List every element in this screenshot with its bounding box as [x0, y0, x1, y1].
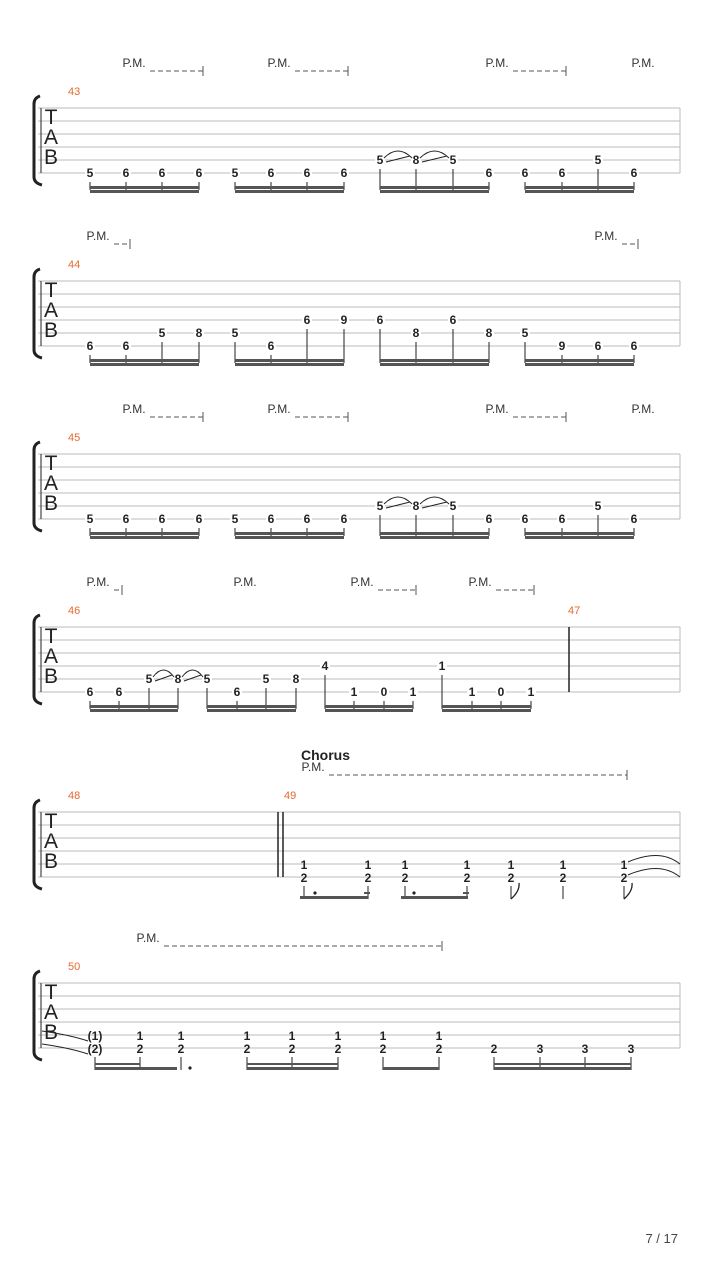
- fret-number: 1: [438, 659, 446, 673]
- fret-number: 5: [594, 499, 602, 513]
- beam-primary: [525, 186, 634, 189]
- palm-mute-label: P.M.: [122, 402, 146, 416]
- beam-secondary: [247, 1063, 338, 1065]
- tab-clef-letter: T: [44, 981, 58, 1004]
- fret-number: 6: [86, 685, 94, 699]
- palm-mute-label: P.M.: [136, 931, 160, 945]
- beam-secondary: [235, 190, 344, 193]
- fret-number: 4: [321, 659, 329, 673]
- measure-number: 43: [68, 86, 81, 98]
- tie-arc: [628, 868, 680, 877]
- fret-number: 2: [507, 871, 515, 885]
- fret-number: 5: [203, 672, 211, 686]
- beam-primary: [401, 896, 468, 899]
- fret-number: 1: [334, 1029, 342, 1043]
- tab-clef-letter: A: [43, 1001, 59, 1024]
- fret-number: 6: [485, 166, 493, 180]
- slide-line: [184, 675, 201, 681]
- tab-clef-letter: A: [43, 299, 59, 322]
- fret-number: 1: [559, 858, 567, 872]
- fret-number: 1: [288, 1029, 296, 1043]
- beam-primary: [380, 532, 489, 535]
- fret-number: 6: [449, 313, 457, 327]
- fret-number: 1: [527, 685, 535, 699]
- fret-number: (2): [87, 1042, 103, 1056]
- fret-number: 1: [364, 858, 372, 872]
- beam-secondary: [325, 709, 413, 712]
- fret-number: 5: [86, 166, 94, 180]
- tie-arc: [42, 1044, 88, 1054]
- fret-number: 1: [409, 685, 417, 699]
- beam-secondary: [442, 709, 531, 712]
- beam-primary: [494, 1067, 631, 1070]
- tab-clef-letter: T: [44, 452, 58, 475]
- palm-mute-label: P.M.: [485, 56, 509, 70]
- beam-primary: [325, 705, 413, 708]
- fret-number: 2: [490, 1042, 498, 1056]
- beam-primary: [207, 705, 296, 708]
- measure-number: 49: [284, 790, 297, 802]
- dot: [412, 891, 415, 894]
- section-label: Chorus: [301, 747, 350, 763]
- fret-number: 8: [412, 499, 420, 513]
- fret-number: 6: [340, 512, 348, 526]
- fret-number: 2: [243, 1042, 251, 1056]
- fret-number: 1: [243, 1029, 251, 1043]
- fret-number: 6: [122, 166, 130, 180]
- tab-clef-letter: B: [43, 1021, 59, 1044]
- dot: [188, 1066, 191, 1069]
- fret-number: 8: [195, 326, 203, 340]
- slide-line: [386, 156, 410, 162]
- fret-number: 6: [195, 166, 203, 180]
- fret-number: 5: [521, 326, 529, 340]
- fret-number: 2: [177, 1042, 185, 1056]
- fret-number: 2: [463, 871, 471, 885]
- beam-primary: [525, 532, 634, 535]
- fret-number: 2: [288, 1042, 296, 1056]
- fret-number: 6: [630, 166, 638, 180]
- fret-number: 1: [468, 685, 476, 699]
- fret-number: 6: [340, 166, 348, 180]
- fret-number: 6: [158, 512, 166, 526]
- fret-number: 6: [267, 166, 275, 180]
- tab-clef-letter: A: [43, 472, 59, 495]
- beam-primary: [90, 705, 178, 708]
- beam-primary: [300, 896, 368, 899]
- fret-number: 6: [594, 339, 602, 353]
- beam-primary: [525, 359, 634, 362]
- beam-primary: [235, 532, 344, 535]
- fret-number: 1: [379, 1029, 387, 1043]
- fret-number: 2: [334, 1042, 342, 1056]
- fret-number: 5: [145, 672, 153, 686]
- fret-number: 9: [340, 313, 348, 327]
- beam-primary: [383, 1067, 439, 1070]
- fret-number: 6: [122, 339, 130, 353]
- fret-number: 5: [449, 499, 457, 513]
- fret-number: 2: [559, 871, 567, 885]
- beam-primary: [235, 186, 344, 189]
- beam-secondary: [525, 190, 634, 193]
- fret-number: 2: [364, 871, 372, 885]
- fret-number: 1: [350, 685, 358, 699]
- fret-number: 6: [521, 512, 529, 526]
- beam-primary: [90, 532, 199, 535]
- palm-mute-label: P.M.: [267, 402, 291, 416]
- palm-mute-label: P.M.: [267, 56, 291, 70]
- fret-number: 3: [627, 1042, 635, 1056]
- beam-primary: [380, 186, 489, 189]
- palm-mute-label: P.M.: [122, 56, 146, 70]
- fret-number: 6: [115, 685, 123, 699]
- slur-arc: [153, 670, 174, 677]
- fret-number: 6: [267, 512, 275, 526]
- note-flag: [511, 883, 519, 899]
- fret-number: 0: [497, 685, 505, 699]
- palm-mute-label: P.M.: [631, 402, 655, 416]
- beam-partial: [364, 892, 370, 894]
- measure-number: 45: [68, 432, 81, 444]
- palm-mute-label: P.M.: [485, 402, 509, 416]
- fret-number: 2: [136, 1042, 144, 1056]
- fret-number: 8: [174, 672, 182, 686]
- fret-number: 6: [558, 166, 566, 180]
- tab-clef-letter: T: [44, 106, 58, 129]
- beam-primary: [90, 359, 199, 362]
- fret-number: 5: [449, 153, 457, 167]
- slide-line: [386, 502, 410, 508]
- fret-number: 9: [558, 339, 566, 353]
- slide-line: [422, 502, 447, 508]
- fret-number: 6: [122, 512, 130, 526]
- slide-line: [422, 156, 447, 162]
- fret-number: 0: [380, 685, 388, 699]
- beam-secondary: [90, 536, 199, 539]
- fret-number: 5: [231, 512, 239, 526]
- beam-secondary: [90, 363, 199, 366]
- palm-mute-label: P.M.: [631, 56, 655, 70]
- beam-partial: [463, 892, 469, 894]
- fret-number: 2: [300, 871, 308, 885]
- fret-number: 5: [376, 153, 384, 167]
- fret-number: 6: [558, 512, 566, 526]
- palm-mute-label: P.M.: [350, 575, 374, 589]
- fret-number: 1: [463, 858, 471, 872]
- beam-primary: [95, 1067, 177, 1070]
- fret-number: 5: [158, 326, 166, 340]
- measure-number: 50: [68, 961, 81, 973]
- palm-mute-label: P.M.: [233, 575, 257, 589]
- fret-number: 5: [594, 153, 602, 167]
- fret-number: 5: [231, 166, 239, 180]
- fret-number: 1: [620, 858, 628, 872]
- fret-number: 2: [435, 1042, 443, 1056]
- tab-clef-letter: T: [44, 279, 58, 302]
- fret-number: 8: [412, 153, 420, 167]
- tab-clef-letter: A: [43, 126, 59, 149]
- tab-clef-letter: A: [43, 645, 59, 668]
- fret-number: 1: [300, 858, 308, 872]
- tie-arc: [628, 855, 680, 864]
- palm-mute-label: P.M.: [86, 575, 110, 589]
- beam-secondary: [235, 536, 344, 539]
- beam-secondary: [525, 363, 634, 366]
- measure-number: 47: [568, 605, 581, 617]
- palm-mute-label: P.M.: [468, 575, 492, 589]
- fret-number: 6: [303, 512, 311, 526]
- fret-number: 3: [536, 1042, 544, 1056]
- tab-clef-letter: B: [43, 492, 59, 515]
- fret-number: 6: [376, 313, 384, 327]
- palm-mute-label: P.M.: [86, 229, 110, 243]
- fret-number: 2: [379, 1042, 387, 1056]
- measure-number: 48: [68, 790, 81, 802]
- beam-primary: [247, 1067, 338, 1070]
- beam-secondary: [207, 709, 296, 712]
- dot: [313, 891, 316, 894]
- fret-number: (1): [87, 1029, 103, 1043]
- fret-number: 3: [581, 1042, 589, 1056]
- beam-primary: [235, 359, 344, 362]
- fret-number: 6: [233, 685, 241, 699]
- beam-secondary: [380, 363, 489, 366]
- beam-primary: [90, 186, 199, 189]
- measure-number: 44: [68, 259, 81, 271]
- fret-number: 6: [630, 512, 638, 526]
- beam-secondary: [494, 1063, 631, 1065]
- fret-number: 1: [435, 1029, 443, 1043]
- tab-clef-letter: T: [44, 625, 58, 648]
- fret-number: 6: [485, 512, 493, 526]
- fret-number: 6: [86, 339, 94, 353]
- fret-number: 6: [303, 313, 311, 327]
- fret-number: 1: [177, 1029, 185, 1043]
- slur-arc: [182, 670, 203, 677]
- tab-clef-letter: B: [43, 665, 59, 688]
- fret-number: 2: [401, 871, 409, 885]
- tab-clef-letter: T: [44, 810, 58, 833]
- slide-line: [155, 675, 172, 681]
- fret-number: 8: [292, 672, 300, 686]
- tab-clef-letter: B: [43, 319, 59, 342]
- beam-secondary: [525, 536, 634, 539]
- fret-number: 1: [401, 858, 409, 872]
- page-indicator: 7 / 17: [645, 1231, 678, 1246]
- fret-number: 5: [231, 326, 239, 340]
- tab-clef-letter: A: [43, 830, 59, 853]
- beam-primary: [380, 359, 489, 362]
- beam-primary: [442, 705, 531, 708]
- fret-number: 6: [521, 166, 529, 180]
- palm-mute-label: P.M.: [301, 760, 325, 774]
- fret-number: 5: [262, 672, 270, 686]
- beam-secondary: [90, 190, 199, 193]
- beam-secondary: [380, 190, 489, 193]
- tab-clef-letter: B: [43, 146, 59, 169]
- palm-mute-label: P.M.: [594, 229, 618, 243]
- beam-secondary: [380, 536, 489, 539]
- fret-number: 6: [267, 339, 275, 353]
- fret-number: 6: [303, 166, 311, 180]
- fret-number: 6: [158, 166, 166, 180]
- tab-clef-letter: B: [43, 850, 59, 873]
- fret-number: 6: [195, 512, 203, 526]
- fret-number: 1: [136, 1029, 144, 1043]
- measure-number: 46: [68, 605, 81, 617]
- beam-secondary: [95, 1063, 140, 1065]
- fret-number: 8: [412, 326, 420, 340]
- fret-number: 2: [620, 871, 628, 885]
- fret-number: 5: [86, 512, 94, 526]
- fret-number: 8: [485, 326, 493, 340]
- fret-number: 6: [630, 339, 638, 353]
- fret-number: 1: [507, 858, 515, 872]
- beam-secondary: [235, 363, 344, 366]
- note-flag: [624, 883, 632, 899]
- beam-secondary: [90, 709, 178, 712]
- fret-number: 5: [376, 499, 384, 513]
